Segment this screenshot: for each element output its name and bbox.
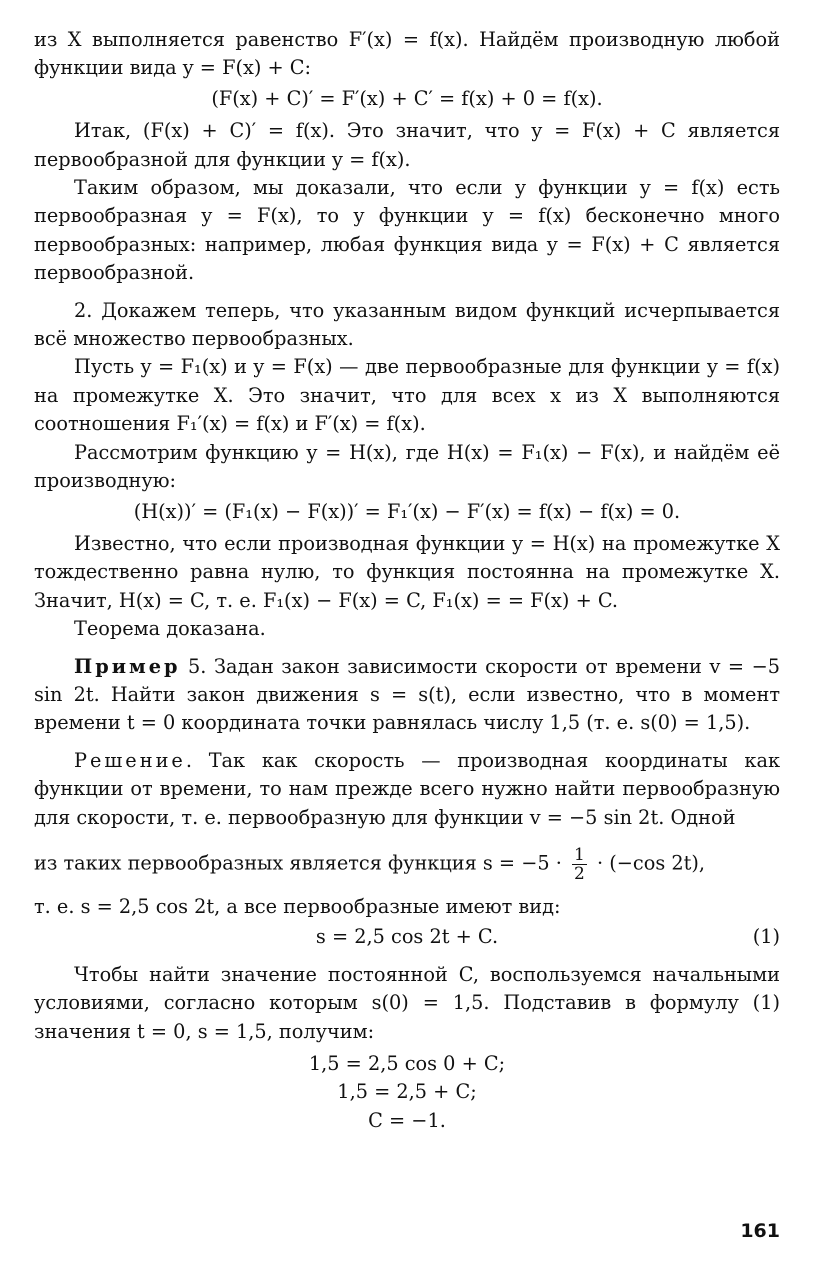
paragraph-two-antiderivatives: Пусть y = F₁(x) и y = F(x) — две первообразные для функции y = f(x) на промежутке X. Это значит, что для всех x из X выполняются соотношения F₁′(x) = f(x) и F′(x) = f(x). xyxy=(34,355,780,436)
fraction-line-after: · (−cos 2t), xyxy=(596,851,706,875)
paragraph-constant-function: Известно, что если производная функции y = H(x) на промежутке X тождественно равна нулю, то функция постоянна на промежутке X. Значит, H(x) = C, т. е. F₁(x) − F(x) = C, F₁(x) = = F(x) + C. xyxy=(34,531,780,612)
paragraph-conclusion-1: Итак, (F(x) + C)′ = f(x). Это значит, что y = F(x) + C является первообразной для функции y = f(x). xyxy=(34,119,780,171)
paragraph-all-antiderivatives: т. е. s = 2,5 cos 2t, а все первообразные имеют вид: xyxy=(34,894,561,918)
system-line-2: 1,5 = 2,5 + C; xyxy=(337,1080,477,1104)
example-text: 5. Задан закон зависимости скорости от времени v = −5 sin 2t. Найти закон движения s = s(t), если известно, что в момент времени t = 0 координата точки равнялась числу 1,5 (т. е. s(0) = 1,5). xyxy=(34,654,780,735)
paragraph-initial-conditions: Чтобы найти значение постоянной C, воспользуемся начальными условиями, согласно которым s(0) = 1,5. Подставив в формулу (1) значения t = 0, s = 1,5, получим: xyxy=(34,962,780,1043)
paragraph-solution xyxy=(34,747,780,832)
page-number: 161 xyxy=(740,1220,780,1242)
paragraph-intro: из X выполняется равенство F′(x) = f(x). Найдём производную любой функции вида y = F(x) + C: xyxy=(34,28,780,80)
example-label: Пример xyxy=(74,654,181,678)
equation-h-derivative: (H(x))′ = (F₁(x) − F(x))′ = F₁′(x) − F′(x) = f(x) − f(x) = 0. xyxy=(133,499,681,523)
fraction-numerator: 1 xyxy=(574,844,585,865)
fraction-line-before: из таких первообразных является функция s = −5 · xyxy=(34,851,562,875)
solution-label: Решение xyxy=(74,748,186,772)
paragraph-part-2: 2. Докажем теперь, что указанным видом функций исчерпывается всё множество первообразных. xyxy=(34,298,780,351)
system-line-3: C = −1. xyxy=(368,1108,446,1132)
paragraph-function-h: Рассмотрим функцию y = H(x), где H(x) = F₁(x) − F(x), и найдём её производную: xyxy=(34,440,780,493)
equation-derivative-sum: (F(x) + C)′ = F′(x) + C′ = f(x) + 0 = f(x). xyxy=(211,86,603,110)
fraction-one-half xyxy=(572,846,587,883)
equation-1-number: (1) xyxy=(752,925,780,949)
paragraph-example-5 xyxy=(34,653,780,738)
equation-1 xyxy=(34,923,780,951)
solution-text: . Так как скорость — производная координаты как функции от времени, то нам прежде всего нужно найти первообразную для скорости, т. е. первообразную для функции v = −5 sin 2t. Одной xyxy=(34,748,780,829)
paragraph-conclusion-2: Таким образом, мы доказали, что если у функции y = f(x) есть первообразная y = F(x), то у функции y = f(x) бесконечно много первообразных: например, любая функция вида y = F(x) + C является первообразной. xyxy=(34,176,780,285)
fraction-denominator: 2 xyxy=(574,863,585,884)
equation-1-body: s = 2,5 cos 2t + C. xyxy=(315,925,499,949)
line-with-fraction xyxy=(34,846,780,883)
paragraph-theorem-proved: Теорема доказана. xyxy=(74,617,266,641)
system-line-1: 1,5 = 2,5 cos 0 + C; xyxy=(308,1052,506,1075)
equation-system xyxy=(34,1050,780,1135)
